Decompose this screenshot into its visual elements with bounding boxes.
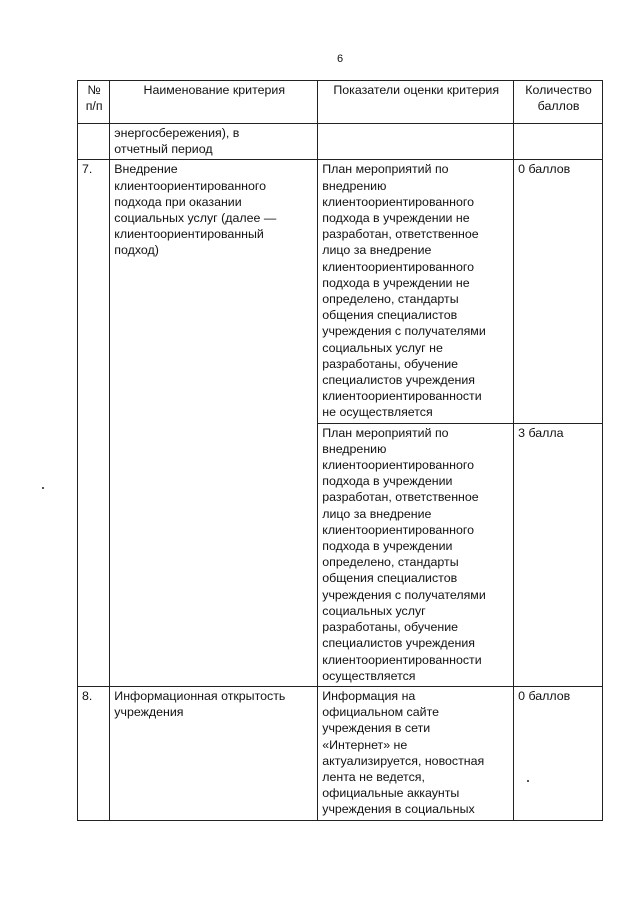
cell-num: 8. xyxy=(78,686,110,820)
criteria-table xyxy=(77,80,603,821)
cell-num xyxy=(78,124,110,160)
cell-indicator: План мероприятий по внедрению клиентоориентированного подхода в учреждении разработан, ответственное лицо за внедрение клиентоориентированного подхода в учреждении определено, стандарты общения специалистов учреждения с получателями социальных услуг разработаны, обучение специалистов учреждения клиентоориентированности осуществляется xyxy=(318,423,514,686)
cell-score: 0 баллов xyxy=(514,686,603,820)
header-num: № п/п xyxy=(78,81,110,124)
cell-num: 7. xyxy=(78,160,110,687)
cell-criterion-name: энергосбережения), в отчетный период xyxy=(110,124,318,160)
cell-score xyxy=(514,124,603,160)
scan-speck xyxy=(527,780,529,782)
header-criterion-name: Наименование критерия xyxy=(110,81,318,124)
cell-criterion-name: Информационная открытость учреждения xyxy=(110,686,318,820)
cell-indicator: Информация на официальном сайте учреждения в сети «Интернет» не актуализируется, новостная лента не ведется, официальные аккаунты учреждения в социальных xyxy=(318,686,514,820)
table-header-row xyxy=(78,81,603,124)
page-number: 6 xyxy=(336,53,344,65)
cell-indicator: План мероприятий по внедрению клиентоориентированного подхода в учреждении не разработан, ответственное лицо за внедрение клиентоориентированного подхода в учреждении не определено, стандарты общения специалистов учреждения с получателями социальных услуг не разработаны, обучение специалистов учреждения клиентоориентированности не осуществляется xyxy=(318,160,514,423)
scan-speck xyxy=(42,487,44,489)
table-row-continuation xyxy=(78,124,603,160)
header-indicators: Показатели оценки критерия xyxy=(318,81,514,124)
header-score: Количество баллов xyxy=(514,81,603,124)
cell-score: 0 баллов xyxy=(514,160,603,423)
cell-score: 3 балла xyxy=(514,423,603,686)
cell-criterion-name: Внедрение клиентоориентированного подхода при оказании социальных услуг (далее — клиентоориентированный подход) xyxy=(110,160,318,687)
table-row-7 xyxy=(78,160,603,423)
cell-indicator xyxy=(318,124,514,160)
table-row-8 xyxy=(78,686,603,820)
